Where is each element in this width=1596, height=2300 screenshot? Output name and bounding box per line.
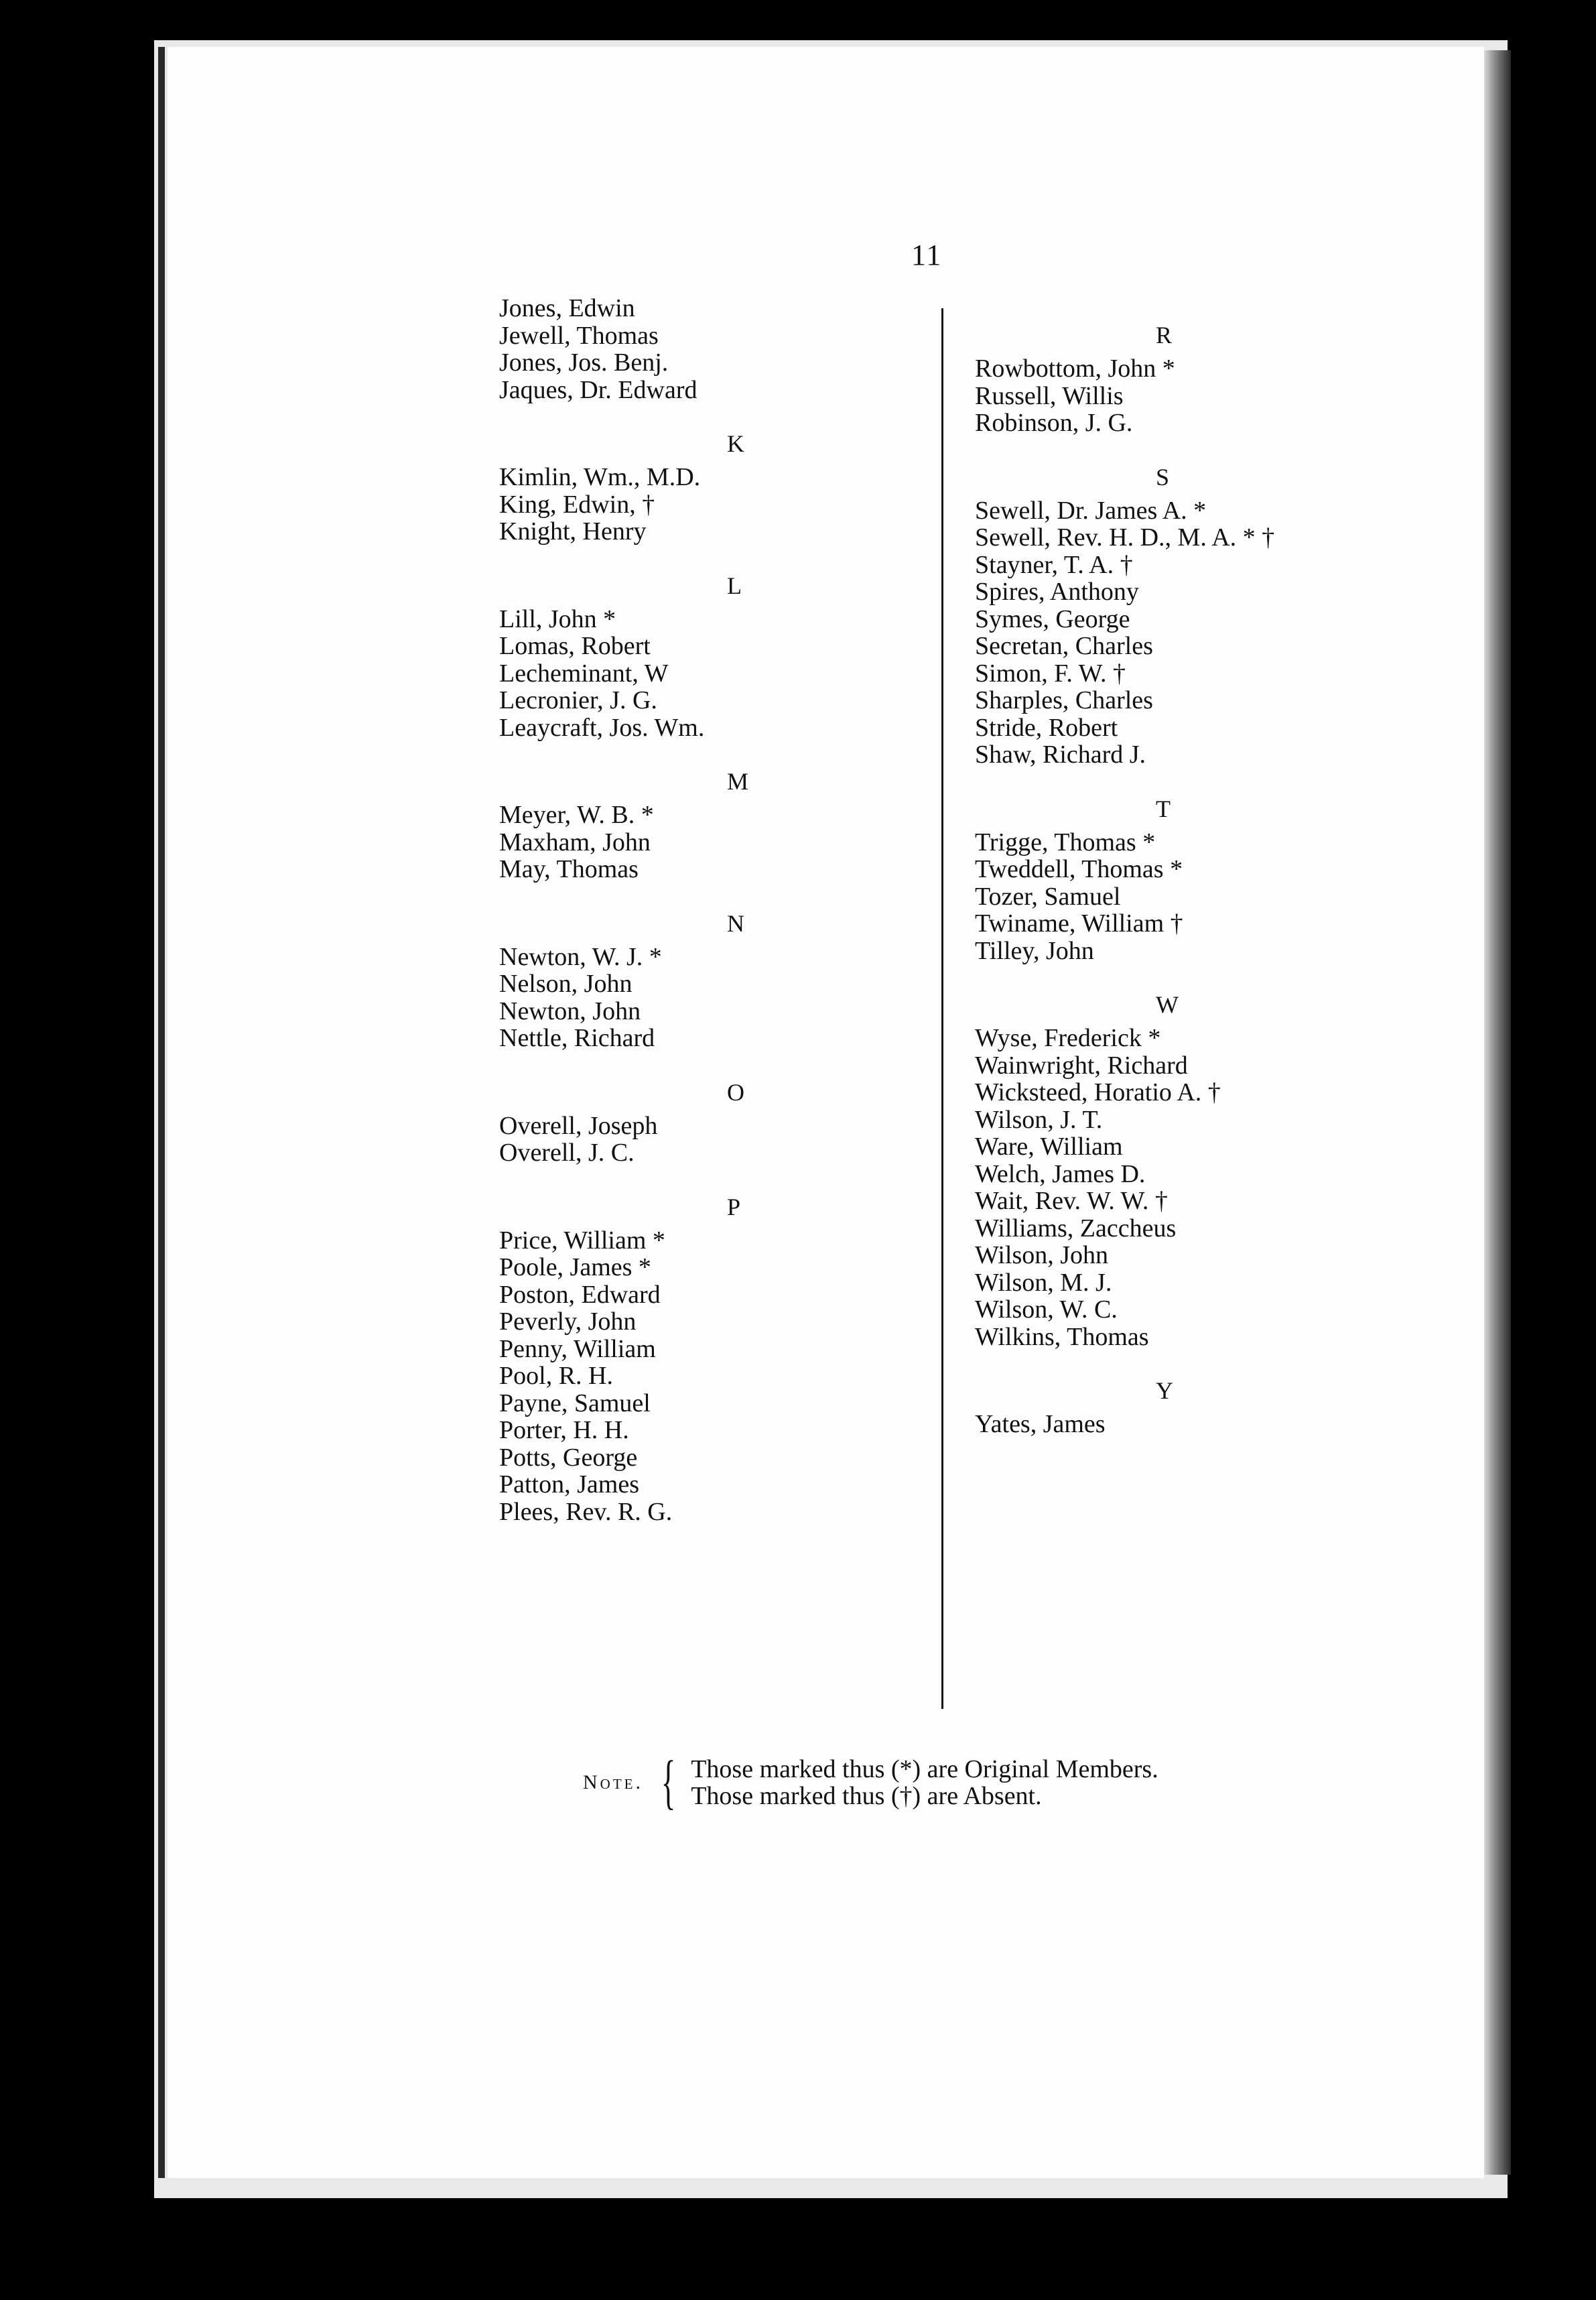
member-name: Simon, F. W. † [975, 659, 1126, 688]
member-name: Lecronier, J. G. [499, 686, 657, 714]
column-divider [941, 308, 943, 1709]
section-letter: N [727, 909, 744, 937]
member-name: Jones, Jos. Benj. [499, 348, 669, 377]
member-name: Maxham, John [499, 828, 651, 856]
member-name: Peverly, John [499, 1307, 637, 1336]
letter-section [975, 984, 1390, 1350]
page-edge-left [158, 47, 165, 2178]
member-name: Tweddell, Thomas * [975, 855, 1183, 883]
section-letter: L [727, 572, 742, 599]
member-name: Welch, James D. [975, 1159, 1146, 1188]
section-letter: Y [1156, 1377, 1173, 1404]
member-name: Sewell, Rev. H. D., M. A. * † [975, 523, 1275, 552]
section-letter: O [727, 1078, 744, 1106]
member-name: Lill, John * [499, 604, 616, 633]
letter-section [499, 566, 935, 742]
letter-section [499, 761, 935, 883]
letter-section [975, 1370, 1390, 1438]
page-edge-right [1484, 50, 1511, 2175]
member-name: Wyse, Frederick * [975, 1024, 1161, 1052]
member-name: Pool, R. H. [499, 1362, 613, 1390]
member-name: Jones, Edwin [499, 294, 635, 322]
member-name: Wait, Rev. W. W. † [975, 1187, 1168, 1215]
member-name: Ware, William [975, 1133, 1123, 1161]
member-name: King, Edwin, † [499, 490, 655, 519]
member-name: Price, William * [499, 1226, 665, 1255]
member-name: Lomas, Robert [499, 632, 651, 660]
note-lines [691, 1756, 1158, 1809]
member-name: Jaques, Dr. Edward [499, 375, 697, 404]
section-letter: S [1156, 463, 1170, 491]
member-name: Twiname, William † [975, 909, 1183, 938]
letter-section [499, 903, 935, 1052]
letter-section [499, 424, 935, 546]
member-name: Rowbottom, John * [975, 355, 1175, 383]
member-name: Wicksteed, Horatio A. † [975, 1078, 1221, 1106]
member-name: Russell, Willis [975, 381, 1124, 410]
section-letter: K [727, 430, 744, 457]
member-name: Jewell, Thomas [499, 321, 659, 350]
member-name: Poole, James * [499, 1253, 651, 1281]
right-column [975, 295, 1390, 1438]
member-name: Stride, Robert [975, 713, 1118, 742]
member-name: Patton, James [499, 1470, 639, 1498]
member-name: Newton, W. J. * [499, 942, 662, 971]
member-name: Poston, Edward [499, 1280, 661, 1309]
footnote [583, 1749, 1158, 1815]
letter-section [975, 457, 1390, 769]
member-name: Symes, George [975, 604, 1130, 633]
member-name: Sharples, Charles [975, 686, 1153, 714]
member-name: Robinson, J. G. [975, 409, 1133, 437]
note-brace: { [661, 1749, 676, 1815]
member-name: Sewell, Dr. James A. * [975, 496, 1207, 525]
member-name: Penny, William [499, 1334, 656, 1363]
member-name: Overell, J. C. [499, 1139, 635, 1167]
member-name: May, Thomas [499, 855, 639, 883]
member-name: Wilson, John [975, 1241, 1109, 1269]
page-number: 11 [911, 239, 943, 271]
member-name: Secretan, Charles [975, 632, 1153, 660]
member-name: Payne, Samuel [499, 1389, 651, 1417]
note-line-original: Those marked thus (*) are Original Members. [691, 1755, 1158, 1783]
member-name: Tilley, John [975, 936, 1094, 965]
member-name: Stayner, T. A. † [975, 550, 1133, 579]
member-name: Spires, Anthony [975, 578, 1139, 606]
note-label: Note. [583, 1771, 643, 1793]
letter-section [975, 789, 1390, 965]
member-name: Williams, Zaccheus [975, 1214, 1177, 1242]
member-name: Yates, James [975, 1410, 1106, 1438]
member-name: Wilson, J. T. [975, 1105, 1103, 1134]
member-name: Kimlin, Wm., M.D. [499, 463, 701, 491]
member-name: Tozer, Samuel [975, 882, 1121, 911]
member-name: Porter, H. H. [499, 1416, 629, 1444]
letter-section [499, 295, 935, 403]
member-name: Potts, George [499, 1443, 638, 1472]
member-name: Plees, Rev. R. G. [499, 1497, 673, 1526]
member-name: Trigge, Thomas * [975, 828, 1156, 856]
member-name: Nelson, John [499, 970, 633, 998]
section-letter: P [727, 1193, 741, 1220]
letter-section [975, 315, 1390, 437]
member-name: Wilkins, Thomas [975, 1322, 1149, 1351]
letter-section [499, 1187, 935, 1526]
member-name: Leaycraft, Jos. Wm. [499, 713, 705, 742]
member-name: Wainwright, Richard [975, 1051, 1188, 1080]
letter-section [499, 1072, 935, 1167]
section-letter: T [1156, 795, 1171, 822]
section-letter: R [1156, 322, 1173, 348]
member-name: Overell, Joseph [499, 1111, 658, 1140]
member-name: Nettle, Richard [499, 1024, 655, 1052]
left-column [499, 295, 935, 1525]
section-letter: W [1156, 991, 1179, 1018]
member-name: Newton, John [499, 997, 641, 1025]
member-name: Shaw, Richard J. [975, 741, 1146, 769]
note-line-absent: Those marked thus (†) are Absent. [691, 1782, 1042, 1810]
member-name: Wilson, W. C. [975, 1295, 1118, 1324]
member-name: Knight, Henry [499, 517, 647, 546]
member-name: Meyer, W. B. * [499, 801, 654, 829]
section-letter: M [727, 768, 749, 795]
member-name: Lecheminant, W [499, 659, 669, 688]
member-name: Wilson, M. J. [975, 1268, 1112, 1297]
